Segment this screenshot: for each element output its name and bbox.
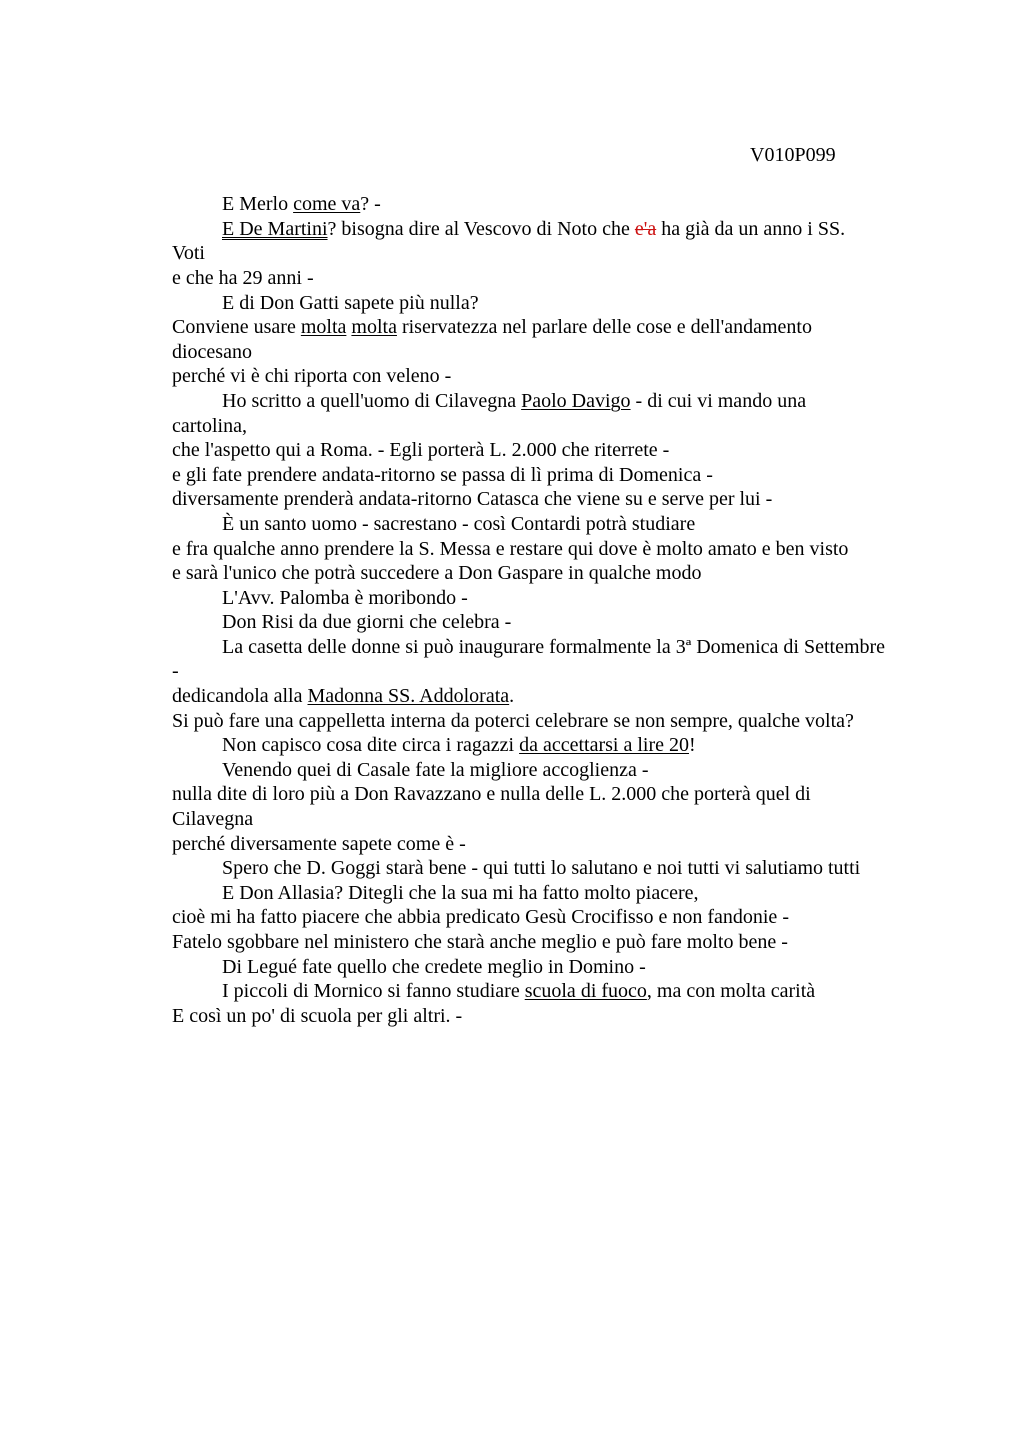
- plain-text: riservatezza nel parlare delle cose e dell'andamento: [396, 316, 812, 339]
- plain-text: ? -: [360, 193, 381, 216]
- plain-text: Ho scritto a quell'uomo di Cilavegna: [222, 389, 522, 412]
- plain-text: perché vi è chi riporta con veleno -: [172, 365, 452, 388]
- text-line: [172, 881, 964, 906]
- text-line: [172, 561, 964, 586]
- plain-text: e fra qualche anno prendere la S. Messa e restare qui dove è molto amato e ben visto: [172, 537, 849, 560]
- plain-text: E Merlo: [222, 193, 294, 216]
- text-line: [172, 1004, 964, 1029]
- text-line: [172, 905, 964, 930]
- underlined-text: Paolo Davigo: [521, 389, 631, 412]
- text-line: [172, 684, 964, 709]
- document-body: [172, 143, 964, 1028]
- text-line: [172, 463, 964, 488]
- underlined-text: da accettarsi a lire 20: [519, 734, 689, 757]
- text-line: [172, 340, 964, 365]
- text-line: [172, 217, 964, 242]
- text-line: [172, 241, 964, 266]
- text-line: [172, 537, 964, 562]
- plain-text: che l'aspetto qui a Roma. - Egli porterà L. 2.000 che riterrete -: [172, 439, 670, 462]
- text-line: [172, 192, 964, 217]
- plain-text: e che ha 29 anni -: [172, 266, 314, 289]
- plain-text: E di Don Gatti sapete più nulla?: [222, 291, 479, 314]
- text-line: [172, 586, 964, 611]
- plain-text: Spero che D. Goggi starà bene - qui tutti lo salutano e noi tutti vi salutiamo tutti: [222, 857, 861, 880]
- underlined-text: come va: [293, 193, 361, 216]
- plain-text: Cilavegna: [172, 808, 254, 831]
- text-line: [172, 610, 964, 635]
- plain-text: Don Risi da due giorni che celebra -: [222, 611, 512, 634]
- plain-text: -: [172, 660, 179, 683]
- plain-text: cioè mi ha fatto piacere che abbia predicato Gesù Crocifisso e non fandonie -: [172, 906, 789, 929]
- plain-text: .: [509, 685, 515, 708]
- plain-text: nulla dite di loro più a Don Ravazzano e nulla delle L. 2.000 che porterà quel di: [172, 783, 811, 806]
- plain-text: !: [688, 734, 696, 757]
- text-line: [172, 955, 964, 980]
- plain-text: perché diversamente sapete come è -: [172, 832, 466, 855]
- underlined-text: Madonna SS. Addolorata: [307, 685, 510, 708]
- plain-text: ha già da un anno i SS.: [656, 217, 846, 240]
- plain-text: e gli fate prendere andata-ritorno se passa di lì prima di Domenica -: [172, 463, 713, 486]
- plain-text: Venendo quei di Casale fate la migliore accoglienza -: [222, 758, 649, 781]
- text-line: [172, 635, 964, 660]
- underlined-text: molta: [300, 316, 347, 339]
- document-lines: [172, 192, 964, 1028]
- text-line: [172, 364, 964, 389]
- plain-text: Fatelo sgobbare nel ministero che starà anche meglio e può fare molto bene -: [172, 931, 788, 953]
- text-line: [172, 733, 964, 758]
- plain-text: I piccoli di Mornico si fanno studiare: [222, 980, 525, 1003]
- plain-text: - di cui vi mando una: [630, 389, 807, 412]
- plain-text: dedicandola alla: [172, 685, 308, 708]
- plain-text: Non capisco cosa dite circa i ragazzi: [222, 734, 520, 757]
- text-line: [172, 709, 964, 734]
- plain-text: La casetta delle donne si può inaugurare formalmente la 3ª Domenica di Settembre: [222, 635, 886, 658]
- text-line: [172, 291, 964, 316]
- text-line: [172, 512, 964, 537]
- plain-text: L'Avv. Palomba è moribondo -: [222, 586, 468, 609]
- text-line: [172, 856, 964, 881]
- plain-text: cartolina,: [172, 414, 247, 437]
- header-line: [172, 143, 964, 168]
- underlined-text: molta: [351, 316, 397, 339]
- plain-text: ? bisogna dire al Vescovo di Noto che: [327, 217, 635, 240]
- text-line: [172, 807, 964, 832]
- text-line: [172, 832, 964, 857]
- text-line: [172, 266, 964, 291]
- plain-text: , ma con molta carità: [646, 980, 816, 1003]
- double-underlined-text: E De Martini: [222, 217, 328, 240]
- text-line: [172, 414, 964, 439]
- plain-text: diocesano: [172, 340, 252, 363]
- page-code: V010P099: [750, 144, 836, 166]
- deleted-text: e'a: [634, 217, 657, 240]
- plain-text: È un santo uomo - sacrestano - così Contardi potrà studiare: [222, 512, 696, 535]
- plain-text: e sarà l'unico che potrà succedere a Don Gaspare in qualche modo: [172, 562, 702, 585]
- plain-text: Conviene usare: [172, 316, 301, 339]
- text-line: [172, 930, 964, 955]
- underlined-text: scuola di fuoco: [524, 980, 647, 1003]
- text-line: [172, 438, 964, 463]
- plain-text: E così un po' di scuola per gli altri. -: [172, 1004, 463, 1027]
- plain-text: Si può fare una cappelletta interna da poterci celebrare se non sempre, qualche volta?: [172, 709, 854, 732]
- text-line: [172, 782, 964, 807]
- plain-text: Di Legué fate quello che credete meglio in Domino -: [222, 955, 646, 978]
- plain-text: Voti: [172, 242, 205, 265]
- text-line: [172, 389, 964, 414]
- text-line: [172, 659, 964, 684]
- plain-text: diversamente prenderà andata-ritorno Catasca che viene su e serve per lui -: [172, 488, 773, 511]
- text-line: [172, 315, 964, 340]
- text-line: [172, 487, 964, 512]
- text-line: [172, 979, 964, 1004]
- text-line: [172, 758, 964, 783]
- plain-text: E Don Allasia? Ditegli che la sua mi ha fatto molto piacere,: [222, 881, 699, 904]
